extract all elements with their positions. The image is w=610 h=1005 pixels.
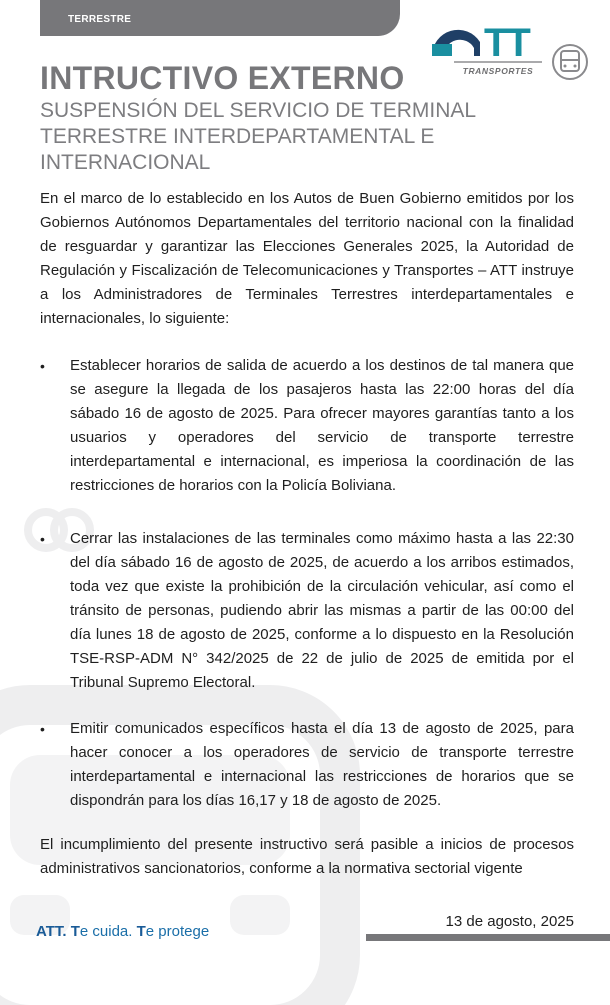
bus-icon	[553, 45, 587, 79]
subtitle-line: INTERNACIONAL	[40, 151, 211, 174]
slogan-t: T	[70, 923, 80, 940]
footer-bar	[366, 934, 610, 941]
closing-paragraph: El incumplimiento del presente instructivo será pasible a inicios de procesos administrativos sancionatorios, conforme a la normativa sectorial vigente	[40, 836, 574, 877]
document-title: INTRUCTIVO EXTERNO	[40, 60, 405, 96]
footer-slogan	[36, 923, 209, 940]
intro-paragraph: En el marco de lo establecido en los Autos de Buen Gobierno emitidos por los Gobiernos Autónomos Departamentales del territorio nacional con la finalidad de resguardar y garantizar las Elecciones Generales 2025, la Autoridad de Regulación y Fiscalización de Telecomunicaciones y Transportes – ATT instruye a los Administradores de Terminales Terrestres interdepartamentales e internacionales, lo siguiente:	[40, 190, 574, 327]
bullet-marker: •	[40, 721, 45, 737]
bullet-marker: •	[40, 358, 45, 374]
bullet-marker: •	[40, 531, 45, 547]
list-item	[40, 717, 574, 813]
subtitle-line: SUSPENSIÓN DEL SERVICIO DE TERMINAL	[40, 99, 477, 122]
header-band	[40, 0, 400, 36]
header-category: TERRESTRE	[68, 14, 132, 25]
document-subtitle	[40, 98, 520, 176]
slogan-brand: ATT.	[36, 923, 67, 940]
logo-subtitle: TRANSPORTES	[462, 66, 534, 76]
slogan-t: T	[136, 923, 146, 940]
subtitle-line: TERRESTRE INTERDEPARTAMENTAL E	[40, 125, 435, 148]
slogan-text: e cuida.	[79, 923, 133, 940]
document-date: 13 de agosto, 2025	[445, 913, 574, 930]
slogan-text: e protege	[145, 923, 210, 940]
list-item	[40, 527, 574, 695]
logo-letters: TT	[484, 22, 529, 65]
list-item	[40, 354, 574, 498]
list-item-text: Cerrar las instalaciones de las terminales como máximo hasta a las 22:30 del día sábado 16 de agosto de 2025, de acuerdo a los arribos estimados, toda vez que existe la prohibición de la circulación vehicular, así como el tránsito de personas, pudiendo abrir las mismas a partir de las 00:00 del día lunes 18 de agosto de 2025, conforme a lo dispuesto en la Resolución TSE-RSP-ADM N° 342/2025 de 22 de julio de 2025 de emitida por el Tribunal Supremo Electoral.	[70, 530, 574, 691]
list-item-text: Establecer horarios de salida de acuerdo a los destinos de tal manera que se asegure la llegada de los pasajeros hasta las 22:00 horas del día sábado 16 de agosto de 2025. Para ofrecer mayores garantías tanto a los usuarios y operadores del servicio de transporte terrestre interdepartamental e internacional, es imperiosa la coordinación de las restricciones de horarios con la Policía Boliviana.	[70, 357, 574, 494]
list-item-text: Emitir comunicados específicos hasta el día 13 de agosto de 2025, para hacer conocer a los operadores de servicio de transporte terrestre interdepartamental e internacional las restricciones de horarios que se dispondrán para los días 16,17 y 18 de agosto de 2025.	[70, 720, 574, 809]
